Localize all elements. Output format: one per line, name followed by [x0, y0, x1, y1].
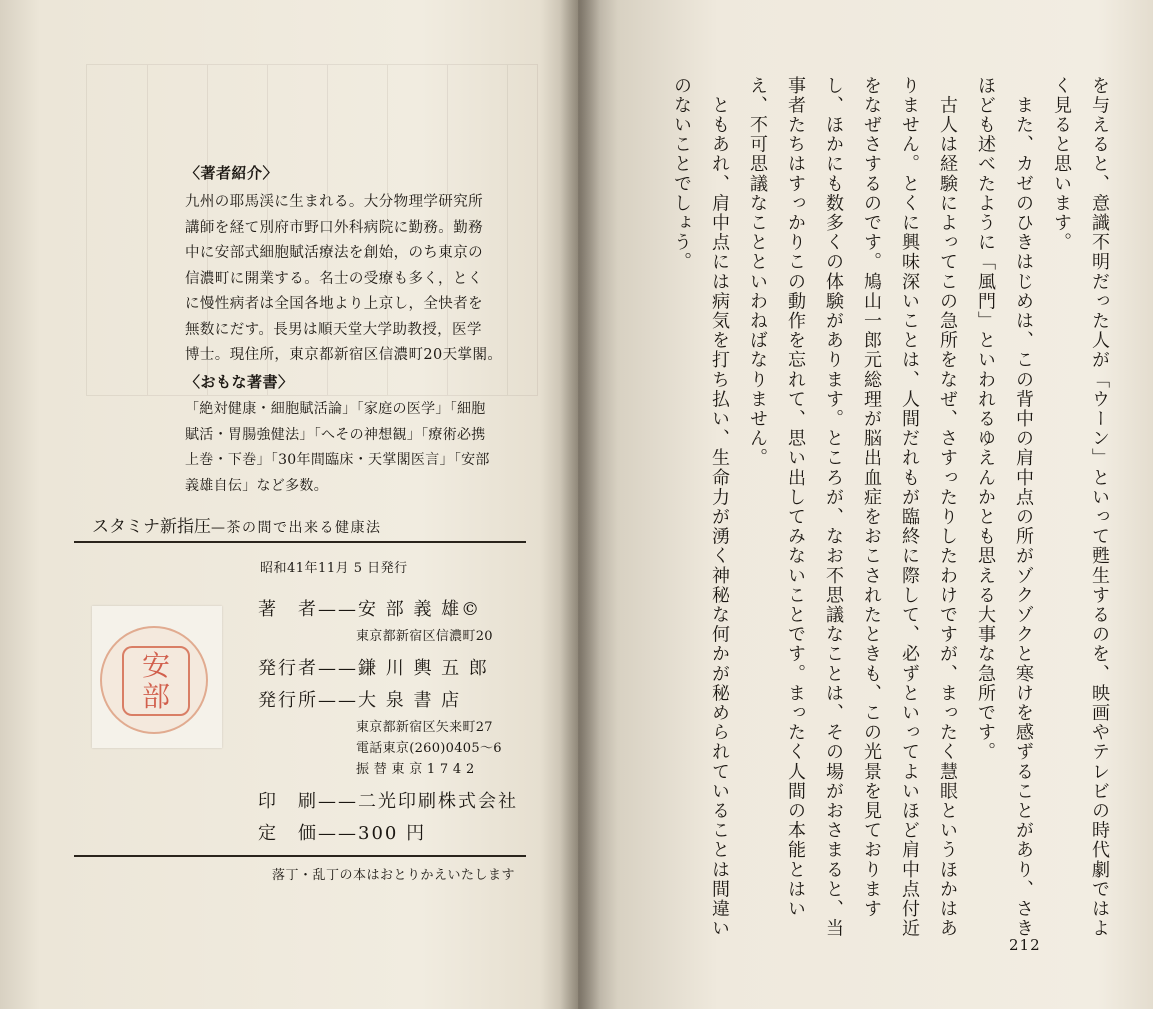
house-address: 東京都新宿区矢来町27 — [356, 720, 493, 735]
seal-char: 安 — [141, 649, 170, 682]
works-line: 「絶対健康・細胞賦活論」「家庭の医学」「細胞 — [185, 401, 486, 417]
dash: —— — [318, 791, 358, 812]
replacement-notice: 落丁・乱丁の本はおとりかえいたします — [272, 868, 516, 883]
author-bio — [185, 190, 525, 369]
house-phone: 電話東京(260)0405〜6 — [356, 741, 502, 756]
bio-line: に慢性病者は全国各地より上京し，全快者を — [185, 296, 483, 312]
author-label: 著 者 — [258, 599, 318, 620]
text-line: りません。とくに興味深いことは、人間だれもが臨終に際して、必ずといってよいほど肩中点付近 — [899, 76, 920, 939]
main-works-heading: 〈おもな著書〉 — [185, 373, 294, 391]
text-line: のないことでしょう。 — [671, 76, 692, 272]
dash: —— — [318, 690, 358, 711]
price-label: 定 価 — [258, 823, 318, 844]
seal-frame — [122, 646, 190, 716]
house-transfer: 振 替 東 京 1 7 4 2 — [356, 762, 475, 777]
author-seal — [100, 626, 208, 734]
house-name: 大 泉 書 店 — [358, 690, 462, 711]
author-address: 東京都新宿区信濃町20 — [356, 629, 493, 644]
colophon-printer-row — [258, 787, 518, 813]
bio-line: 九州の耶馬渓に生まれる。大分物理学研究所 — [185, 194, 483, 210]
book-subtitle: —茶の間で出来る健康法 — [211, 520, 382, 536]
author-seal-paper — [92, 606, 222, 748]
works-line: 上巻・下巻」「30年間臨床・天掌閣医言」「安部 — [185, 452, 490, 468]
bio-line: 無数にだす。長男は順天堂大学助教授，医学 — [185, 321, 482, 338]
text-line: し、ほかにも数多くの体験があります。ところが、なお不思議なことは、その場がおさまると、当 — [823, 76, 844, 939]
publisher-label: 発行者 — [258, 658, 318, 679]
text-line: を与えると、意識不明だった人が「ウーン」といって甦生するのを、映画やテレビの時代劇ではよ — [1089, 76, 1110, 939]
text-line: ほども述べたように「風門」といわれるゆえんかとも思える大事な急所です。 — [975, 76, 996, 762]
author-intro-heading: 〈著者紹介〉 — [185, 164, 279, 182]
book-title-main: スタミナ新指圧 — [92, 517, 211, 537]
works-line: 義雄自伝」など多数。 — [185, 477, 328, 494]
text-line: また、カゼのひきはじめは、この背中の肩中点の所がゾクゾクと寒けを感ずることがあり、さき — [1013, 76, 1034, 939]
author-name: 安 部 義 雄© — [358, 599, 482, 620]
bio-line: 中に安部式細胞賦活療法を創始，のち東京の — [185, 245, 483, 261]
house-label: 発行所 — [258, 690, 318, 711]
publisher-name: 鎌 川 輿 五 郎 — [358, 658, 489, 679]
price-value: 300 円 — [358, 823, 427, 844]
printer-name: 二光印刷株式会社 — [358, 791, 518, 812]
colophon-author-row — [258, 595, 481, 621]
printer-label: 印 刷 — [258, 791, 318, 812]
text-line: 事者たちはすっかりこの動作を忘れて、思い出してみないことです。まったく人間の本能とはい — [785, 76, 806, 919]
publication-date: 昭和41年11月 5 日発行 — [260, 561, 408, 576]
text-line: 古人は経験によってこの急所をなぜ、さすったりしたわけですが、まったく慧眼というほかはあ — [937, 76, 958, 939]
text-line: え、不可思議なことといわねばなりません。 — [747, 76, 768, 468]
dash: —— — [318, 823, 358, 844]
text-line: く見ると思います。 — [1051, 76, 1072, 253]
works-line: 賦活・胃腸強健法」「へその神想観」「療術必携 — [185, 426, 486, 443]
right-page-text — [578, 0, 1153, 1009]
colophon-house-row — [258, 686, 461, 712]
text-line: をなぜさするのです。鳩山一郎元総理が脳出血症をおこされたときも、この光景を見ております — [861, 76, 882, 919]
book-title — [92, 512, 382, 537]
bio-line: 信濃町に開業する。名士の受療も多く，とく — [185, 270, 483, 287]
colophon-publisher-row — [258, 654, 489, 680]
colophon-top-rule — [74, 541, 526, 543]
page-number: 212 — [1009, 936, 1041, 954]
seal-char: 部 — [141, 680, 170, 713]
bio-line: 講師を経て別府市野口外科病院に勤務。勤務 — [185, 219, 483, 236]
dash: —— — [318, 658, 358, 679]
vertical-body-text — [671, 76, 1118, 956]
colophon-bottom-rule — [74, 855, 526, 857]
text-line: ともあれ、肩中点には病気を打ち払い、生命力が湧く神秘な何かが秘められていることは間違い — [709, 76, 730, 939]
bio-line: 博士。現住所，東京都新宿区信濃町20天掌閣。 — [185, 347, 503, 363]
works-list — [185, 397, 525, 499]
dash: —— — [318, 599, 358, 620]
colophon-price-row — [258, 819, 426, 845]
